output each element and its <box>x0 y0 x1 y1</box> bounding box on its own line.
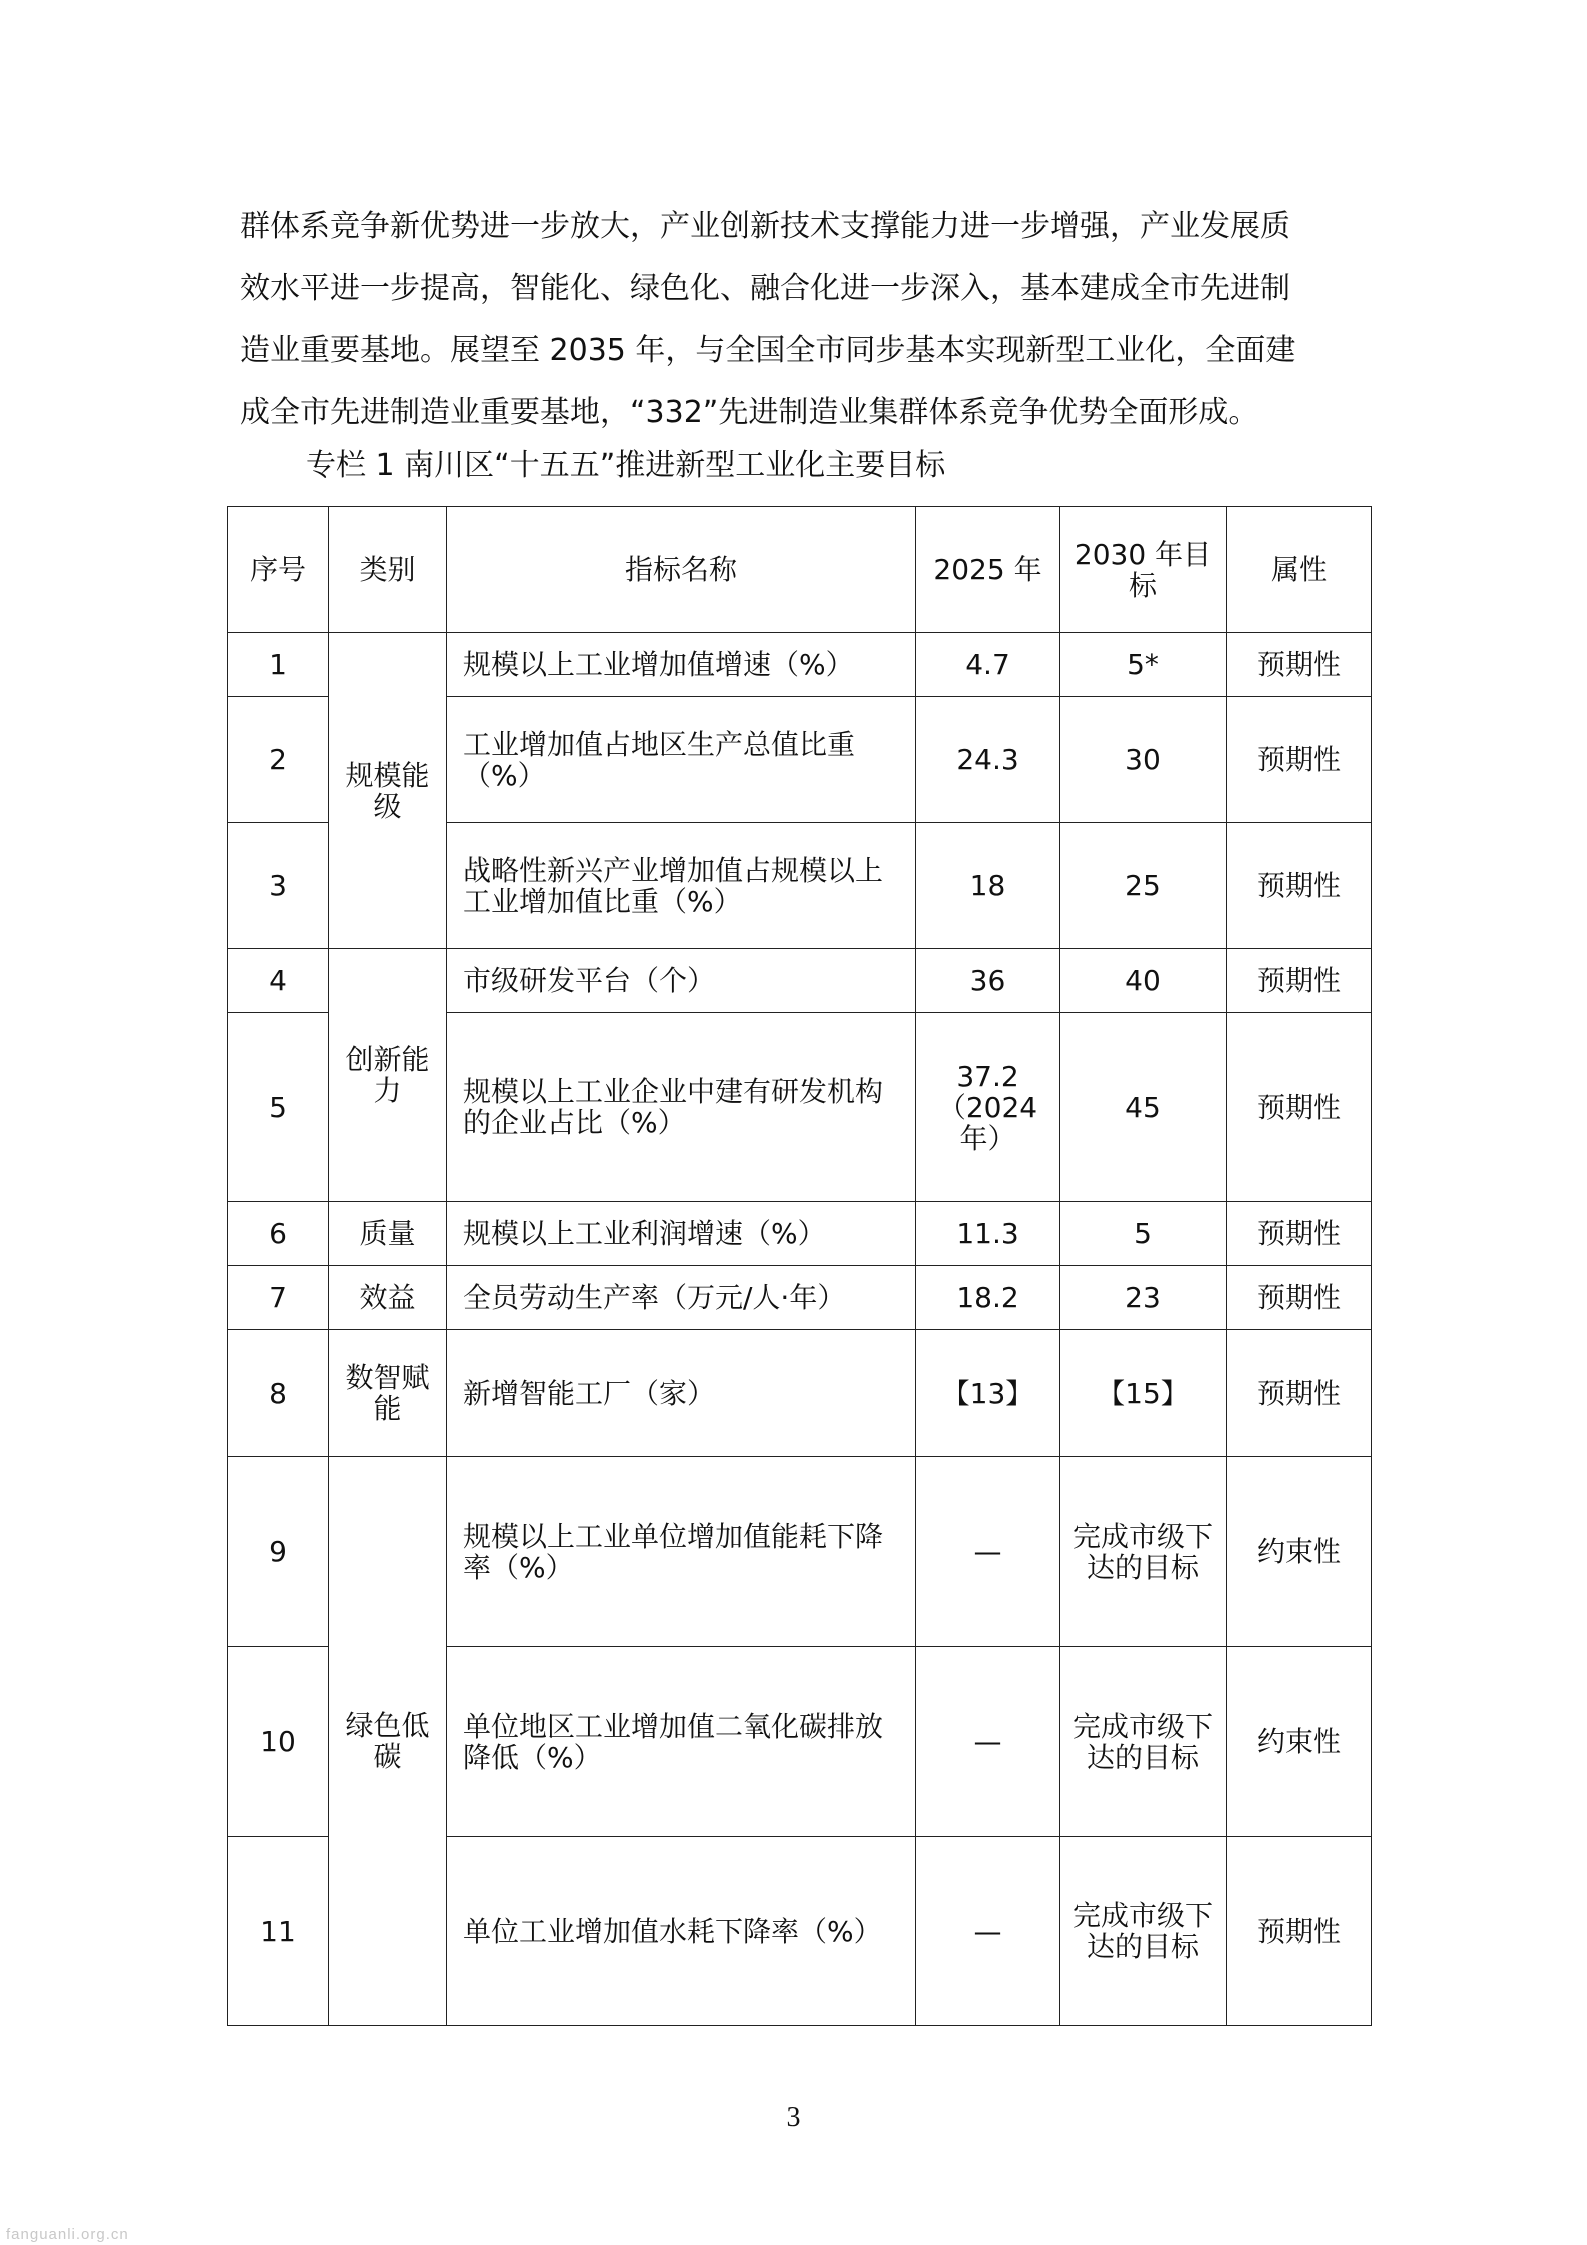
table-row <box>228 1202 1372 1266</box>
attribute: 约束性 <box>1227 1647 1372 1837</box>
table-header-row <box>228 507 1372 633</box>
value-2025: 11.3 <box>916 1202 1060 1266</box>
indicator-name: 规模以上工业单位增加值能耗下降率（%） <box>447 1457 916 1647</box>
category-cell: 创新能力 <box>329 949 447 1202</box>
header-category: 类别 <box>329 507 447 633</box>
indicator-name: 全员劳动生产率（万元/人·年） <box>447 1266 916 1330</box>
value-2025: 37.2（2024 年） <box>916 1013 1060 1202</box>
value-2025: — <box>916 1647 1060 1837</box>
header-2025: 2025 年 <box>916 507 1060 633</box>
value-2025: — <box>916 1837 1060 2026</box>
indicator-name: 规模以上工业增加值增速（%） <box>447 633 916 697</box>
indicator-name: 战略性新兴产业增加值占规模以上工业增加值比重（%） <box>447 823 916 949</box>
header-2030: 2030 年目标 <box>1060 507 1227 633</box>
value-2030: 23 <box>1060 1266 1227 1330</box>
table-caption: 专栏 1 南川区“十五五”推进新型工业化主要目标 <box>306 448 946 483</box>
paragraph-line: 效水平进一步提高，智能化、绿色化、融合化进一步深入，基本建成全市先进制 <box>240 271 1290 306</box>
body-paragraph <box>240 196 1366 444</box>
row-no: 9 <box>228 1457 329 1647</box>
row-no: 3 <box>228 823 329 949</box>
header-no: 序号 <box>228 507 329 633</box>
page-number: 3 <box>786 2102 801 2133</box>
indicator-name: 单位地区工业增加值二氧化碳排放降低（%） <box>447 1647 916 1837</box>
value-2030: 5 <box>1060 1202 1227 1266</box>
value-2030: 45 <box>1060 1013 1227 1202</box>
table-row <box>228 1330 1372 1457</box>
table-row <box>228 633 1372 697</box>
header-indicator: 指标名称 <box>447 507 916 633</box>
attribute: 预期性 <box>1227 949 1372 1013</box>
table-row <box>228 1266 1372 1330</box>
paragraph-line: 造业重要基地。展望至 2035 年，与全国全市同步基本实现新型工业化，全面建 <box>240 333 1296 368</box>
indicator-name: 单位工业增加值水耗下降率（%） <box>447 1837 916 2026</box>
value-2025: 【13】 <box>916 1330 1060 1457</box>
attribute: 预期性 <box>1227 1330 1372 1457</box>
category-cell: 绿色低碳 <box>329 1457 447 2026</box>
attribute: 约束性 <box>1227 1457 1372 1647</box>
indicator-name: 新增智能工厂（家） <box>447 1330 916 1457</box>
category-cell: 效益 <box>329 1266 447 1330</box>
value-2025: — <box>916 1457 1060 1647</box>
value-2030: 完成市级下达的目标 <box>1060 1647 1227 1837</box>
header-attribute: 属性 <box>1227 507 1372 633</box>
category-cell: 规模能级 <box>329 633 447 949</box>
value-2030: 25 <box>1060 823 1227 949</box>
row-no: 4 <box>228 949 329 1013</box>
indicator-name: 市级研发平台（个） <box>447 949 916 1013</box>
attribute: 预期性 <box>1227 1266 1372 1330</box>
value-2030: 5* <box>1060 633 1227 697</box>
value-2025: 18 <box>916 823 1060 949</box>
row-no: 1 <box>228 633 329 697</box>
row-no: 5 <box>228 1013 329 1202</box>
watermark: fanguanli.org.cn <box>6 2226 129 2243</box>
table-row <box>228 1457 1372 1647</box>
value-2030: 30 <box>1060 697 1227 823</box>
value-2025: 36 <box>916 949 1060 1013</box>
value-2025: 4.7 <box>916 633 1060 697</box>
row-no: 6 <box>228 1202 329 1266</box>
attribute: 预期性 <box>1227 823 1372 949</box>
row-no: 11 <box>228 1837 329 2026</box>
value-2030: 完成市级下达的目标 <box>1060 1837 1227 2026</box>
attribute: 预期性 <box>1227 1837 1372 2026</box>
indicator-name: 工业增加值占地区生产总值比重（%） <box>447 697 916 823</box>
row-no: 10 <box>228 1647 329 1837</box>
indicator-name: 规模以上工业企业中建有研发机构的企业占比（%） <box>447 1013 916 1202</box>
attribute: 预期性 <box>1227 1013 1372 1202</box>
value-2030: 40 <box>1060 949 1227 1013</box>
attribute: 预期性 <box>1227 697 1372 823</box>
row-no: 2 <box>228 697 329 823</box>
category-cell: 数智赋能 <box>329 1330 447 1457</box>
paragraph-line: 成全市先进制造业重要基地，“332”先进制造业集群体系竞争优势全面形成。 <box>240 395 1259 430</box>
attribute: 预期性 <box>1227 1202 1372 1266</box>
paragraph-line: 群体系竞争新优势进一步放大，产业创新技术支撑能力进一步增强，产业发展质 <box>240 209 1290 244</box>
row-no: 7 <box>228 1266 329 1330</box>
value-2025: 24.3 <box>916 697 1060 823</box>
indicator-name: 规模以上工业利润增速（%） <box>447 1202 916 1266</box>
row-no: 8 <box>228 1330 329 1457</box>
value-2030: 完成市级下达的目标 <box>1060 1457 1227 1647</box>
category-cell: 质量 <box>329 1202 447 1266</box>
table-row <box>228 949 1372 1013</box>
value-2025: 18.2 <box>916 1266 1060 1330</box>
attribute: 预期性 <box>1227 633 1372 697</box>
targets-table <box>227 506 1372 2026</box>
value-2030: 【15】 <box>1060 1330 1227 1457</box>
